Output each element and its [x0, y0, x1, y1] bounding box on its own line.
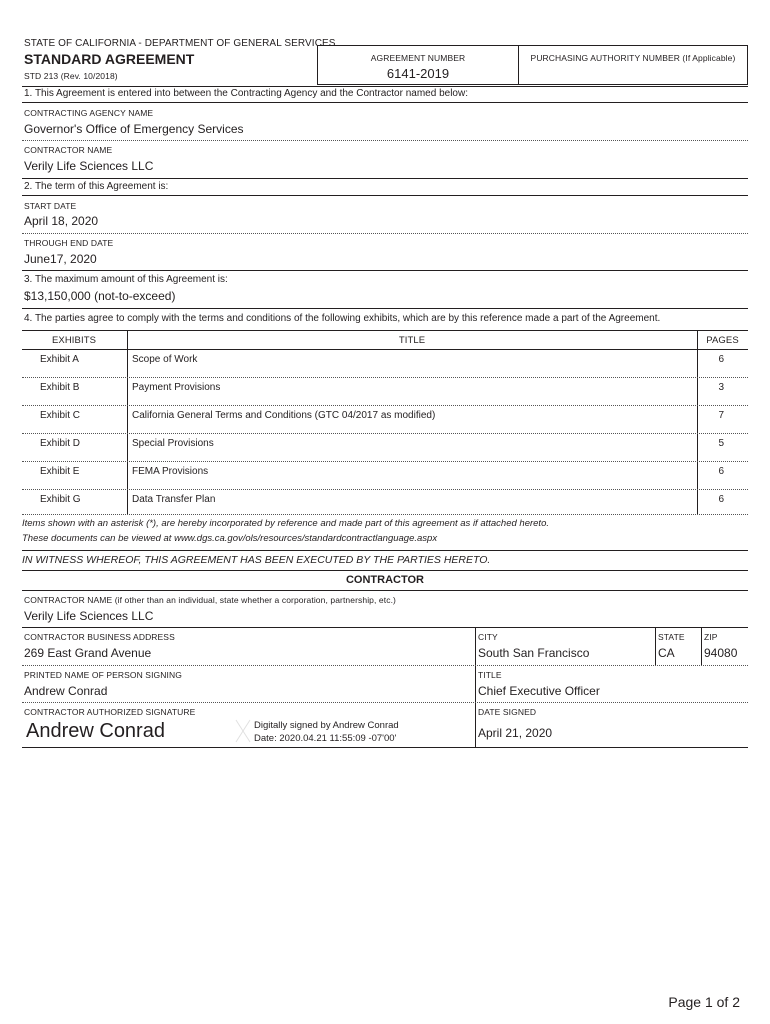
state-value: CA	[658, 646, 675, 660]
agency-line: STATE OF CALIFORNIA - DEPARTMENT OF GENERAL SERVICES	[24, 38, 336, 49]
asterisk-note: Items shown with an asterisk (*), are hereby incorporated by reference and made part of this agreement as if attached hereto.	[22, 518, 549, 529]
start-date-value: April 18, 2020	[24, 214, 99, 228]
contractor-name-label: CONTRACTOR NAME (if other than an individual, state whether a corporation, partnership, etc.)	[24, 595, 396, 605]
city-label: CITY	[478, 632, 498, 642]
col-exhibits: EXHIBITS	[51, 335, 97, 346]
title-label: TITLE	[478, 670, 502, 680]
section3-intro: 3. The maximum amount of this Agreement is:	[24, 274, 228, 285]
exhibit-title: Payment Provisions	[132, 382, 221, 393]
table-row	[22, 434, 748, 462]
agreement-number-label: AGREEMENT NUMBER	[370, 53, 466, 63]
printed-name-value: Andrew Conrad	[24, 684, 108, 698]
exhibit-pages: 6	[718, 466, 724, 477]
max-amount: $13,150,000 (not-to-exceed)	[24, 289, 176, 303]
zip-label: ZIP	[704, 632, 718, 642]
date-signed-value: April 21, 2020	[478, 726, 553, 740]
table-row	[22, 378, 748, 406]
section1-intro: 1. This Agreement is entered into between the Contracting Agency and the Contractor named below:	[24, 88, 468, 99]
agency-value: Governor's Office of Emergency Services	[24, 122, 244, 136]
purchasing-authority-label: PURCHASING AUTHORITY NUMBER (If Applicable)	[530, 53, 736, 63]
col-pages: PAGES	[706, 335, 739, 346]
exhibit-pages: 6	[718, 354, 724, 365]
signature-label: CONTRACTOR AUTHORIZED SIGNATURE	[24, 707, 196, 717]
documents-url-note: These documents can be viewed at www.dgs.ca.gov/ols/resources/standardcontractlanguage.aspx	[22, 533, 438, 544]
start-date-label: START DATE	[24, 201, 77, 211]
address-value: 269 East Grand Avenue	[24, 646, 152, 660]
digital-signature-line1: Digitally signed by Andrew Conrad	[254, 720, 399, 731]
section2-intro: 2. The term of this Agreement is:	[24, 181, 169, 192]
contractor-name-value: Verily Life Sciences LLC	[24, 609, 154, 623]
exhibit-id: Exhibit B	[40, 382, 80, 393]
zip-value: 94080	[704, 646, 738, 660]
table-row	[22, 406, 748, 434]
address-label: CONTRACTOR BUSINESS ADDRESS	[24, 632, 175, 642]
exhibit-title: California General Terms and Conditions (GTC 04/2017 as modified)	[132, 410, 436, 421]
form-number: STD 213 (Rev. 10/2018)	[24, 71, 118, 81]
exhibit-id: Exhibit A	[40, 354, 79, 365]
contractor-value: Verily Life Sciences LLC	[24, 159, 154, 173]
exhibit-title: Special Provisions	[132, 438, 214, 449]
exhibit-title: Scope of Work	[132, 354, 198, 365]
contractor-heading: CONTRACTOR	[345, 574, 424, 586]
exhibit-id: Exhibit G	[40, 494, 81, 505]
exhibit-id: Exhibit D	[40, 438, 81, 449]
agreement-number-box	[317, 45, 519, 85]
witness-statement: IN WITNESS WHEREOF, THIS AGREEMENT HAS BEEN EXECUTED BY THE PARTIES HERETO.	[22, 554, 491, 566]
signature-name: Andrew Conrad	[26, 720, 165, 742]
date-signed-label: DATE SIGNED	[478, 707, 537, 717]
table-row	[22, 350, 748, 378]
table-row	[22, 462, 748, 490]
purchasing-authority-box	[518, 45, 748, 85]
form-title: STANDARD AGREEMENT	[24, 51, 195, 67]
contractor-label: CONTRACTOR NAME	[24, 145, 113, 155]
end-date-label: THROUGH END DATE	[24, 238, 114, 248]
digital-signature-line2: Date: 2020.04.21 11:55:09 -07'00'	[254, 733, 397, 744]
state-label: STATE	[658, 632, 685, 642]
agency-label: CONTRACTING AGENCY NAME	[24, 108, 154, 118]
digital-signature-mark-icon	[232, 716, 254, 746]
city-value: South San Francisco	[478, 646, 590, 660]
col-title: TITLE	[398, 335, 426, 346]
exhibit-pages: 3	[718, 382, 724, 393]
exhibit-pages: 5	[718, 438, 724, 449]
exhibit-pages: 7	[718, 410, 724, 421]
exhibit-id: Exhibit E	[40, 466, 80, 477]
exhibit-title: Data Transfer Plan	[132, 494, 216, 505]
title-value: Chief Executive Officer	[478, 684, 600, 698]
exhibit-pages: 6	[718, 494, 724, 505]
exhibit-id: Exhibit C	[40, 410, 81, 421]
section4-intro: 4. The parties agree to comply with the terms and conditions of the following exhibits, which are by this reference made a part of the Agreement.	[24, 313, 661, 324]
exhibit-title: FEMA Provisions	[132, 466, 209, 477]
printed-name-label: PRINTED NAME OF PERSON SIGNING	[24, 670, 182, 680]
page-number: Page 1 of 2	[668, 994, 740, 1010]
end-date-value: June17, 2020	[24, 252, 97, 266]
agreement-number: 6141-2019	[386, 66, 450, 81]
